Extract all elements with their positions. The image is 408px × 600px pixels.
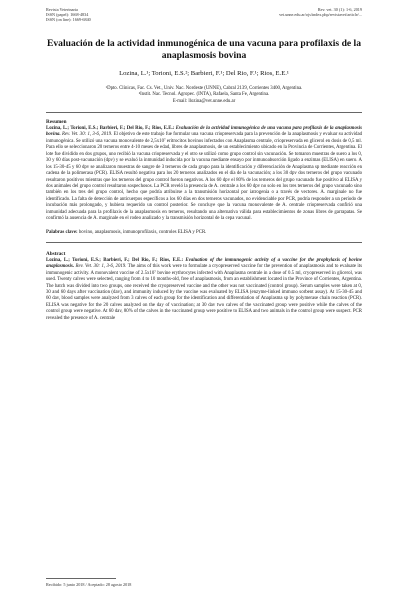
resumen-paragraph — [46, 126, 362, 223]
divider — [46, 112, 362, 113]
affiliation-2: ²Instit. Nac. Tecnol. Agropec. (INTA), Rafaela, Santa Fe, Argentina. — [138, 92, 270, 98]
paper-title: Evaluación de la actividad inmunogénica de una vacuna para profilaxis de la anaplasmosis bovina — [46, 38, 362, 61]
keywords-label: Palabras clave: — [46, 229, 78, 235]
volume-info: Rev. vet. 30 (1): 1-6, 2019 — [317, 7, 362, 12]
keywords-text: bovino, anaplasmosis, inmunoprofilaxis, controles ELISA y PCR. — [78, 229, 207, 235]
abstract-heading: Abstract — [46, 250, 66, 257]
resumen-section — [46, 119, 362, 223]
article-url[interactable]: vet.unne.edu.ar/ojs/index.php/revistavet/article/... — [279, 12, 362, 17]
header-left — [46, 7, 91, 22]
resumen-cite-title: Evaluación de la actividad inmunogénica de una vacuna para profilaxis de la anaplasmosis bovina. — [46, 125, 362, 138]
abstract-paragraph — [46, 258, 362, 323]
author-list: Lozina, L.¹; Torioni, E.S.²; Barbieri, F.¹; Del Rio, F.¹; Rios, E.E.¹ — [119, 70, 289, 77]
divider — [46, 242, 362, 243]
abstract-cite-ref: Rev. Vet. 30: 1, 3-6, 2019. — [75, 264, 127, 270]
abstract-body: The aims of this work were to formulate a cryopreserved vaccine for the prevention of anaplasmosis and to evaluate its immunogenic activity. A monovalent vaccine of 2.5x10⁷ bovine erythrocytes infected with Anaplasma centrale in a dose of 0.5 ml, cryopreserved in glicerol, was used. Twenty calves were selected, ranging from 4 to 10 months-old, free of anaplasmosis, from an establishment located in the Province of Corrientes, Argentina. The batch was divided into two groups, one received the cryopreserved vaccine and the other was not vaccinated (control group). Serum samples were taken at 0, 30 and 60 days after vaccination (dav), and immunity induced by the vaccine was evaluated by ELISA (enzyme-linked immuno sorbent assay). At 15-30-45 and 60 dav, blood samples were analyzed from 3 calves of each group for the identification and differentiation of Anaplasma sp by polymerase chain reaction (PCR). ELISA was negative for the 20 calves analyzed on the day of vaccination; at 30 dav two calves of the vaccinated group were positive while the calves of the control group were negative. At 60 dav, 80% of the calves in the vaccinated group were positive to ELISA and two animals in the control group were suspect. PCR revealed the presence of A. centrale — [46, 264, 362, 321]
affiliation-1: ¹Dpto. Clínicas, Fac. Cs. Vet., Univ. Nac. Nordeste (UNNE), Cabral 2139, Corrientes 3400, Argentina. — [105, 86, 303, 91]
abstract-cite-title: Evaluation of the immunogenic activity of a vaccine for the prophylaxis of bovine anaplasmosis. — [46, 257, 362, 270]
journal-name: Revista Veterinaria — [46, 7, 78, 12]
abstract-section — [46, 251, 362, 323]
page-header — [46, 0, 362, 22]
resumen-citation: Lozina, L.; Torioni, E.S.; Barbieri, F.; Del Rio, F.; Rios, E.E.: — [46, 125, 175, 131]
issn-print: ISSN (papel): 1668-4834 — [46, 12, 89, 17]
resumen-cite-ref: Rev. Vet. 30: 1, 3-6, 2019. — [61, 132, 113, 138]
received-accepted-dates: Recibido: 5 junio 2018 / Aceptado: 28 agosto 2018 — [46, 582, 132, 587]
contact-email[interactable]: E-mail: llozina@vet.unne.edu.ar — [172, 98, 236, 104]
affiliations — [46, 86, 362, 105]
abstract-citation: Lozina, L.; Torioni, E.S.; Barbieri, F.; Del Rio, F.; Rios, E.E.: — [46, 257, 184, 263]
issn-online: ISSN (on line): 1669-6840 — [46, 17, 91, 22]
resumen-body: El objetivo de este trabajo fue formular una vacuna criopreservada para la prevención de la anaplasmosis y evaluar su actividad inmunogénica. Se utilizó una vacuna monovalente de 2,5x10⁷ eritrocitos bovinos infectados con Anaplasma centrale, criopreservada en glicerol en dosis de 0,5 ml. Para ello se seleccionaron 20 terneros entre 4-10 meses de edad, libres de anaplasmosis, de un establecimiento ubicado en la Provincia de Corrientes, Argentina. El lote fue dividido en dos grupos, uno recibió la vacuna criopreservada y el otro se utilizó como grupo control sin vacunación. Se tomaron muestras de suero a los 0, 30 y 60 días post-vacunación (dpv) y se evaluó la inmunidad inducida por la vacuna mediante ensayo por inmunoabsorción ligado a enzimas (ELISA) en suero. A los 15-30-45 y 60 dpv se analizaron muestras de sangre de 3 terneros de cada grupo para la identificación y diferenciación de Anaplasma sp mediante reacción en cadena de la polimerasa (PCR). ELISA resultó negativa para los 20 terneros analizados en el día de la vacunación; a los 30 dpv dos terneros del grupo vacunado resultaron positivos mientras que los terneros del grupo control fueron negativos. A los 60 dpv el 80% de los terneros del grupo vacunado fue positivo al ELISA y dos animales del grupo control resultaron sospechosos. La PCR reveló la presencia de A. centrale a los 60 dpv no solo en los tres terneros del grupo vacunado sino también en los tres del grupo control, hecho que podría atribuirse a la transmisión horizontal por iatrogenia o a través de vectores. A. marginale no fue identificado. La falta de detección de anticuerpos específicos a los 60 días en dos terneros vacunados, no evidenciable por PCR, podría responder a un período de incubación más prolongado, y hubiera requerido un control posterior. Se concluye que la vacuna monovalente de A. centrale criopreservada confirió una inmunidad adecuada para la profilaxis de la anaplasmosis en terneros, resultando una alternativa válida para establecimientos de zonas libres de garrapatas. Se confirmó la ausencia de A. marginale en el rodeo analizado y la transmisión horizontal de la cepa vacunal. — [46, 132, 363, 222]
footer-divider — [46, 578, 116, 579]
keywords — [46, 230, 362, 235]
header-right — [279, 7, 362, 22]
resumen-heading: Resumen — [46, 118, 67, 125]
